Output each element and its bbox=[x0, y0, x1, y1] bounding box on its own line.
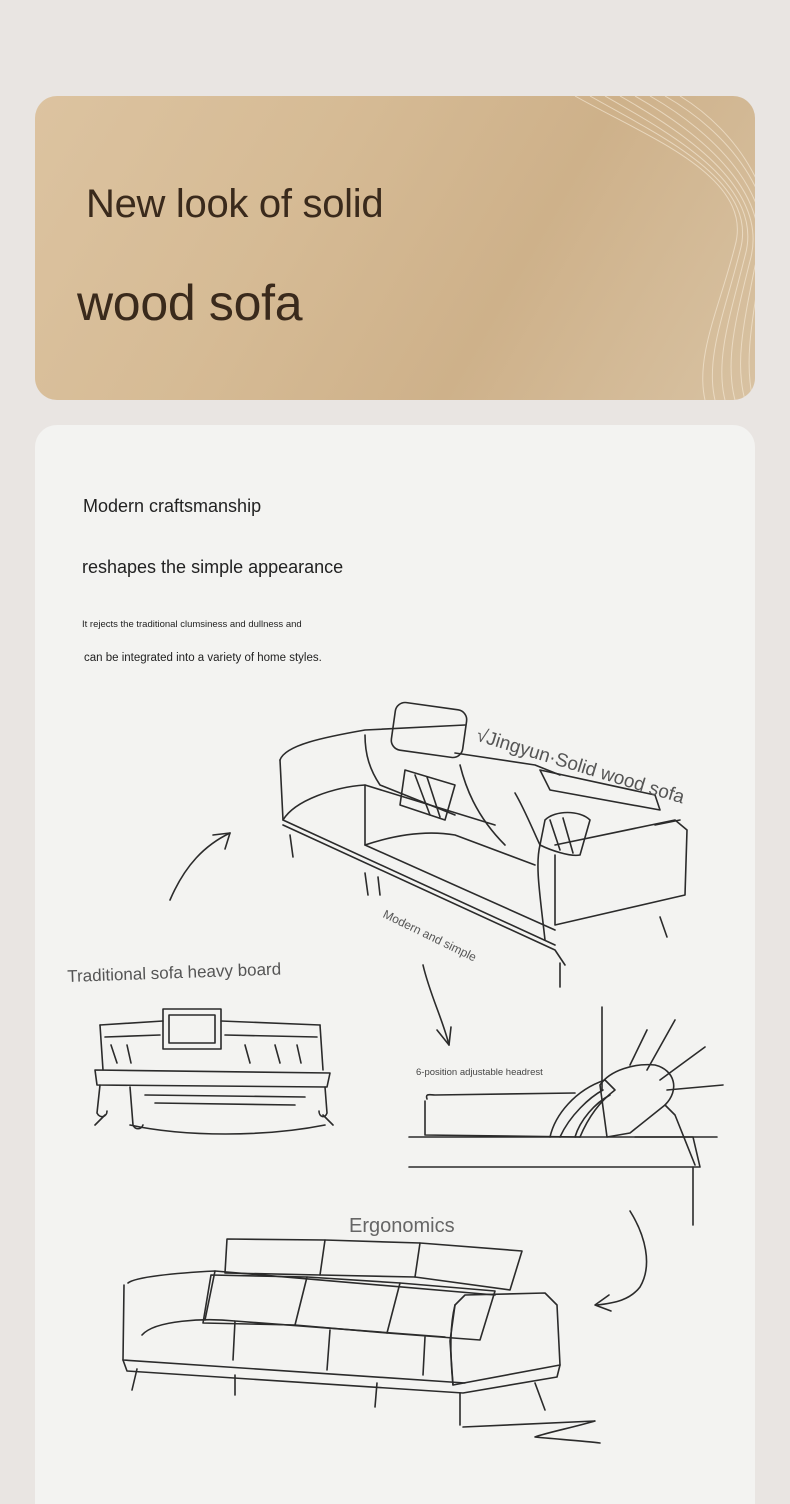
heading-line1: Modern craftsmanship bbox=[83, 496, 262, 516]
subtext-line2: can be integrated into a variety of home styles. bbox=[84, 652, 322, 664]
heading-line2: reshapes the simple appearance bbox=[82, 557, 344, 577]
arrow-down-icon bbox=[423, 965, 451, 1045]
subtext-line1: It rejects the traditional clumsiness and dullness and bbox=[82, 619, 302, 630]
label-ergonomics: Ergonomics bbox=[349, 1215, 455, 1237]
traditional-sofa-sketch bbox=[95, 1009, 333, 1134]
label-headrest: 6-position adjustable headrest bbox=[416, 1067, 543, 1078]
label-modern-simple: Modern and simple bbox=[380, 907, 479, 965]
banner-title-line2: wood sofa bbox=[77, 275, 303, 331]
hero-banner bbox=[35, 96, 755, 400]
headrest-detail-sketch bbox=[409, 1007, 723, 1225]
arrow-curve-icon bbox=[595, 1211, 647, 1311]
content-card bbox=[35, 425, 755, 1504]
label-traditional: Traditional sofa heavy board bbox=[67, 959, 282, 986]
wave-lines-decoration bbox=[555, 96, 755, 400]
label-jingyun: √Jingyun·Solid wood sofa bbox=[473, 725, 687, 809]
arrow-up-icon bbox=[170, 833, 230, 900]
ergonomic-sofa-sketch bbox=[123, 1239, 600, 1443]
banner-title-line1: New look of solid bbox=[86, 182, 384, 226]
